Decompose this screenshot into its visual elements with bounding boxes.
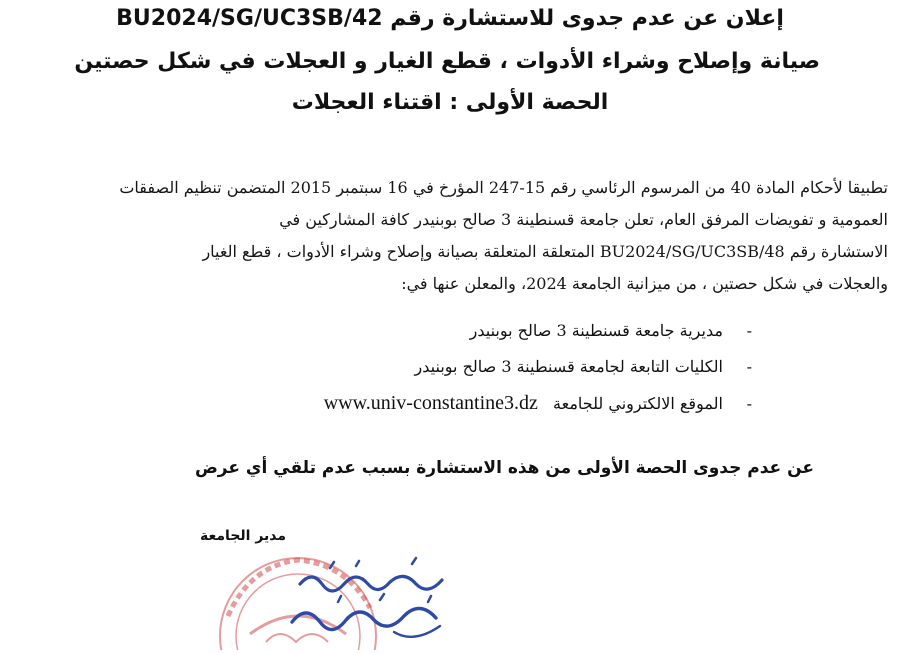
body-line-3: الاستشارة رقم BU2024/SG/UC3SB/48 المتعلقة المتعلقة بصيانة وإصلاح وشراء الأدوات ، قطع الغيار <box>202 242 888 261</box>
list-item <box>324 388 752 424</box>
body-line-2: العمومية و تفويضات المرفق العام، تعلن جامعة قسنطينة 3 صالح بوبنيدر كافة المشاركين في <box>279 210 888 229</box>
dash-bullet: - <box>746 357 752 376</box>
list-item <box>324 316 752 352</box>
dash-bullet: - <box>746 394 752 413</box>
body-line-4: والعجلات في شكل حصتين ، من ميزانية الجامعة 2024، والمعلن عنها في: <box>401 274 888 293</box>
signer-title: مدير الجامعة <box>200 528 287 544</box>
list-item <box>324 352 752 388</box>
announcement-subject: صيانة وإصلاح وشراء الأدوات ، قطع الغيار و العجلات في شكل حصتين <box>74 49 820 74</box>
dash-bullet: - <box>746 321 752 340</box>
publication-list <box>324 316 752 424</box>
list-item-text: مديرية جامعة قسنطينة 3 صالح بوبنيدر <box>469 321 723 340</box>
handwritten-signature-icon <box>292 558 442 637</box>
list-item-text: الموقع الالكتروني للجامعة <box>553 394 723 413</box>
body-paragraph <box>118 172 888 300</box>
website-url: www.univ-constantine3.dz <box>323 392 538 414</box>
stamp-and-signature <box>180 538 510 650</box>
stamp-signature-graphic <box>180 538 510 650</box>
official-stamp-icon <box>220 558 376 650</box>
announcement-lot: الحصة الأولى : اقتناء العجلات <box>291 90 609 115</box>
body-line-1: تطبيقا لأحكام المادة 40 من المرسوم الرئاسي رقم 15-247 المؤرخ في 16 سبتمبر 2015 المتضمن تنظيم الصفقات <box>119 178 888 197</box>
list-item-text: الكليات التابعة لجامعة قسنطينة 3 صالح بوبنيدر <box>414 357 723 376</box>
closing-statement: عن عدم جدوى الحصة الأولى من هذه الاستشارة بسبب عدم تلقي أي عرض <box>194 458 814 478</box>
announcement-title: إعلان عن عدم جدوى للاستشارة رقم BU2024/SG/UC3SB/42 <box>116 6 784 31</box>
